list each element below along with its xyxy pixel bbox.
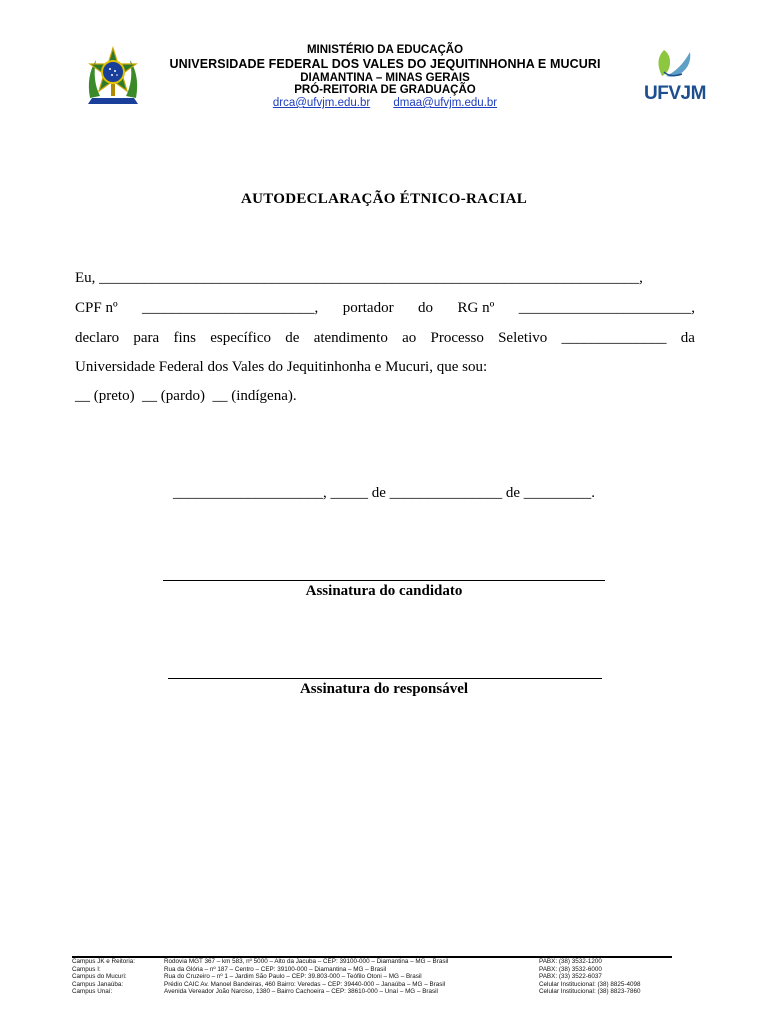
footer-address: Rua da Glória – nº 187 – Centro – CEP: 39100-000 – Diamantina – MG – Brasil [164, 965, 387, 973]
footer-campus: Campus JK e Reitoria: [72, 958, 135, 965]
email-link-dmaa[interactable]: dmaa@ufvjm.edu.br [393, 97, 498, 109]
footer-campus: Campus Janaúba: [72, 980, 124, 988]
body-line-cpf [75, 300, 695, 317]
footer-row [72, 988, 692, 996]
body-line-declaration [75, 330, 695, 347]
email-link-drca[interactable]: drca@ufvjm.edu.br [272, 97, 371, 109]
word: Processo [430, 330, 484, 346]
footer-address: Rua do Cruzeiro – nº 1 – Jardim São Paulo – CEP: 39.803-000 – Teófilo Otoni – MG – Brasil [164, 973, 422, 981]
footer-phone: PABX: (33) 3522-6037 [539, 973, 602, 981]
word: de [285, 330, 300, 346]
footer-row [72, 981, 692, 989]
header-city: DIAMANTINA – MINAS GERAIS [300, 72, 470, 84]
blank-cpf: _______________________, [142, 300, 319, 316]
blank-rg: _______________________, [518, 300, 695, 316]
word: fins [173, 330, 196, 346]
footer-row [72, 973, 692, 981]
word: da [680, 330, 695, 346]
footer-phone: PABX: (38) 3532-1200 [539, 958, 602, 965]
footer-phone: Celular Institucional: (38) 8823-7860 [539, 988, 641, 996]
footer-phone: PABX: (38) 3532-6000 [539, 965, 602, 973]
document-title: AUTODECLARAÇÃO ÉTNICO-RACIAL [240, 191, 528, 207]
footer-addresses [72, 958, 692, 996]
signature-label-responsible: Assinatura do responsável [299, 681, 469, 697]
body-line-name: Eu, ________________________________________________________________________, [75, 270, 643, 286]
footer-address: Rodovia MGT 367 – km 583, nº 5000 – Alto da Jacuba – CEP: 39100-000 – Diamantina – MG – Brasil [164, 958, 449, 965]
footer-address: Avenida Vereador João Narciso, 1380 – Bairro Cachoeira – CEP: 38610-000 – Unaí – MG – Brasil [164, 988, 438, 996]
footer-address: Prédio CAIC Av. Manoel Bandeiras, 460 Bairro: Veredas – CEP: 39440-000 – Janaúba – MG – Brasil [164, 980, 446, 988]
word: CPF nº [75, 300, 118, 316]
ufvjm-logo-text: UFVJM [644, 83, 706, 104]
footer-row [72, 966, 692, 974]
signature-label-candidate: Assinatura do candidato [305, 583, 463, 599]
body-line-university: Universidade Federal dos Vales do Jequitinhonha e Mucuri, que sou: [75, 359, 488, 375]
header-ministry: MINISTÉRIO DA EDUCAÇÃO [306, 44, 464, 56]
word: ao [402, 330, 417, 346]
header-university: UNIVERSIDADE FEDERAL DOS VALES DO JEQUITINHONHA E MUCURI [169, 57, 601, 71]
word: Seletivo [498, 330, 548, 346]
header-department: PRÓ-REITORIA DE GRADUAÇÃO [294, 84, 476, 96]
date-line: ____________________, _____ de _______________ de _________. [172, 485, 596, 501]
brazil-coat-of-arms-icon [82, 46, 144, 112]
body-line-options: __ (preto) __ (pardo) __ (indígena). [75, 388, 297, 404]
header-emails [150, 97, 620, 109]
signature-line-candidate [163, 580, 605, 581]
word: declaro [75, 330, 120, 346]
footer-phone: Celular Institucional: (38) 8825-4098 [539, 980, 641, 988]
word: portador [342, 300, 394, 316]
word: atendimento [313, 330, 388, 346]
word: do [418, 300, 434, 316]
footer-campus: Campus do Mucuri: [72, 973, 127, 981]
footer-row [72, 958, 692, 966]
footer-campus: Campus I: [72, 965, 101, 973]
footer-campus: Campus Unaí: [72, 988, 113, 996]
word: para [133, 330, 160, 346]
blank-process: ______________ [561, 330, 667, 346]
signature-line-responsible [168, 678, 602, 679]
word: específico [210, 330, 272, 346]
word: RG nº [457, 300, 495, 316]
